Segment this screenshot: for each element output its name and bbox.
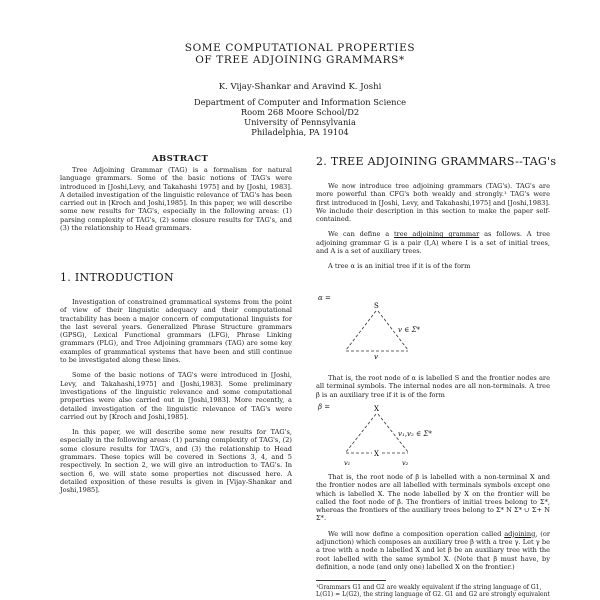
affiliation-line-2: Room 268 Moore School/D2 (240, 107, 360, 117)
beta-frontier-v2: v₂ (402, 459, 409, 467)
beta-label: β = (318, 403, 331, 411)
section-2-body-top (316, 182, 550, 278)
footnote-1: ¹Grammars G1 and G2 are weakly equivalent if the string language of G1, L(G1) = L(G2), the string language of G2. G1 and G2 are strongly equivalent (316, 584, 550, 598)
tag-def-term: tree adjoining grammar (393, 230, 480, 239)
tag-def-post: as follows. A tree adjoining grammar G is a pair (I,A) where I is a set of initial trees, and A is a set of auxiliary trees. (316, 230, 551, 256)
alpha-condition: v ∈ Σ* (398, 326, 421, 334)
alpha-left-edge (346, 311, 376, 350)
paper-title-line-1: SOME COMPUTATIONAL PROPERTIES (184, 42, 416, 54)
footnote-rule (316, 580, 386, 581)
beta-condition: v₁,v₂ ∈ Σ* (398, 430, 432, 438)
intro-paragraph-1: Investigation of constrained grammatical systems from the point of view of their linguistic adequacy and their computational tractability has been a major concern of computational linguists for the last several years. Generalized Phrase Structure grammars (GPSG), Lexical Functional grammars (LFG), Phrase Linking grammars (PLG), and Tree Adjoining grammars (TAG) are some key examples of grammatical systems that have been and still continue to be investigated along these lines. (60, 298, 292, 365)
paper-title-line-2: OF TREE ADJOINING GRAMMARS* (195, 54, 405, 66)
section-2-body-bottom (316, 473, 550, 578)
beta-left-edge (346, 414, 376, 452)
beta-frontier-v1: v₁ (344, 459, 351, 467)
section-1-heading: 1. INTRODUCTION (60, 271, 174, 284)
abstract-text: Tree Adjoining Grammar (TAG) is a formalism for natural language grammars. Some of the basic notions of TAG's were introduced in [Joshi,Levy, and Takahashi 1975] and by [Joshi, 1983]. A detailed investigation of the linguistic relevance of TAG's has been carried out in [Kroch and Joshi,1985]. In this paper, we will describe some new results for TAG's, especially in the following areas: (1) parsing complexity of TAG's, (2) some closure results for TAG's, and (3) the relationship to Head grammars. (60, 166, 292, 233)
beta-foot-x: X (374, 450, 379, 458)
intro-paragraph-3: In this paper, we will describe some new results for TAG's, especially in the following areas: (1) parsing complexity of TAG's, (2) some closure results for TAG's, and (3) the relationship to Head grammars. These topics will be covered in Sections 3, 4, and 5 respectively. In section 2, we will give an introduction to TAG's. In section 6, we will state some properties not discussed here. A detailed exposition of these results is given in [Vijay-Shankar and Joshi,1985]. (60, 428, 292, 495)
affiliation-line-4: Philadelphia, PA 19104 (251, 127, 349, 137)
adjoining-pre: We will now define a composition operation called (328, 529, 505, 538)
tag-definition-paragraph (316, 230, 550, 255)
alpha-label: α = (318, 294, 331, 302)
tag-intro-paragraph: We now introduce tree adjoining grammars (TAG's). TAG's are more powerful than CFG's both weakly and strongly.¹ TAG's were first introduced in [Joshi, Levy, and Takahashi,1975] and [Joshi,1983]. We include their description in this section to make the paper self-contained. (316, 182, 550, 224)
auxiliary-tree-intro: That is, the root node of α is labelled S and the frontier nodes are all terminal symbols. The internal nodes are all non-terminals. A tree β is an auxiliary tree if it is of the form (316, 374, 550, 399)
beta-root-x: X (374, 405, 379, 413)
abstract-heading: ABSTRACT (152, 154, 209, 164)
foot-node-paragraph: That is, the root node of β is labelled with a non-terminal X and the frontier nodes are all labelled with terminals symbols except one which is labelled X. The node labelled by X on the frontier will be called the foot node of β. The frontiers of initial trees belong to Σ*, whereas the frontiers of the auxiliary trees belong to Σ* N Σ* ∪ Σ+ N Σ*. (316, 473, 550, 523)
section-2-heading: 2. TREE ADJOINING GRAMMARS--TAG's (316, 155, 557, 168)
initial-tree-intro: A tree α is an initial tree if it is of the form (328, 262, 471, 271)
alpha-frontier-v: v (374, 353, 378, 360)
adjoining-term: adjoining (504, 529, 536, 538)
abstract-body (60, 166, 292, 239)
intro-paragraph-2: Some of the basic notions of TAG's were introduced in [Joshi, Levy, and Takahashi,1975] and [Joshi,1983]. Some preliminary investigations of the linguistic relevance and some computational properties were also carried out in [Joshi,1983]. More recently, a detailed investigation of the linguistic relevance of TAG's were carried out by [Kroch and Joshi,1985]. (60, 371, 292, 421)
section-1-body (60, 298, 292, 502)
alpha-root-s: S (374, 302, 379, 310)
initial-tree-figure (320, 298, 440, 360)
adjoining-post: , (or adjunction) which composes an auxiliary tree β with a tree γ. Let γ be a tree with a node n labelled X and let β be an auxiliary tree with the root labelled with the same symbol X. (Note that β must have, by definition, a node (and only one) labelled X on the frontier.) (316, 529, 551, 571)
affiliation-line-1: Department of Computer and Information Science (193, 97, 407, 107)
paper-authors: K. Vijay-Shankar and Aravind K. Joshi (218, 82, 382, 92)
adjoining-paragraph (316, 530, 550, 571)
tag-def-pre: We can define a (328, 230, 394, 239)
affiliation-line-3: University of Pennsylvania (244, 117, 356, 127)
